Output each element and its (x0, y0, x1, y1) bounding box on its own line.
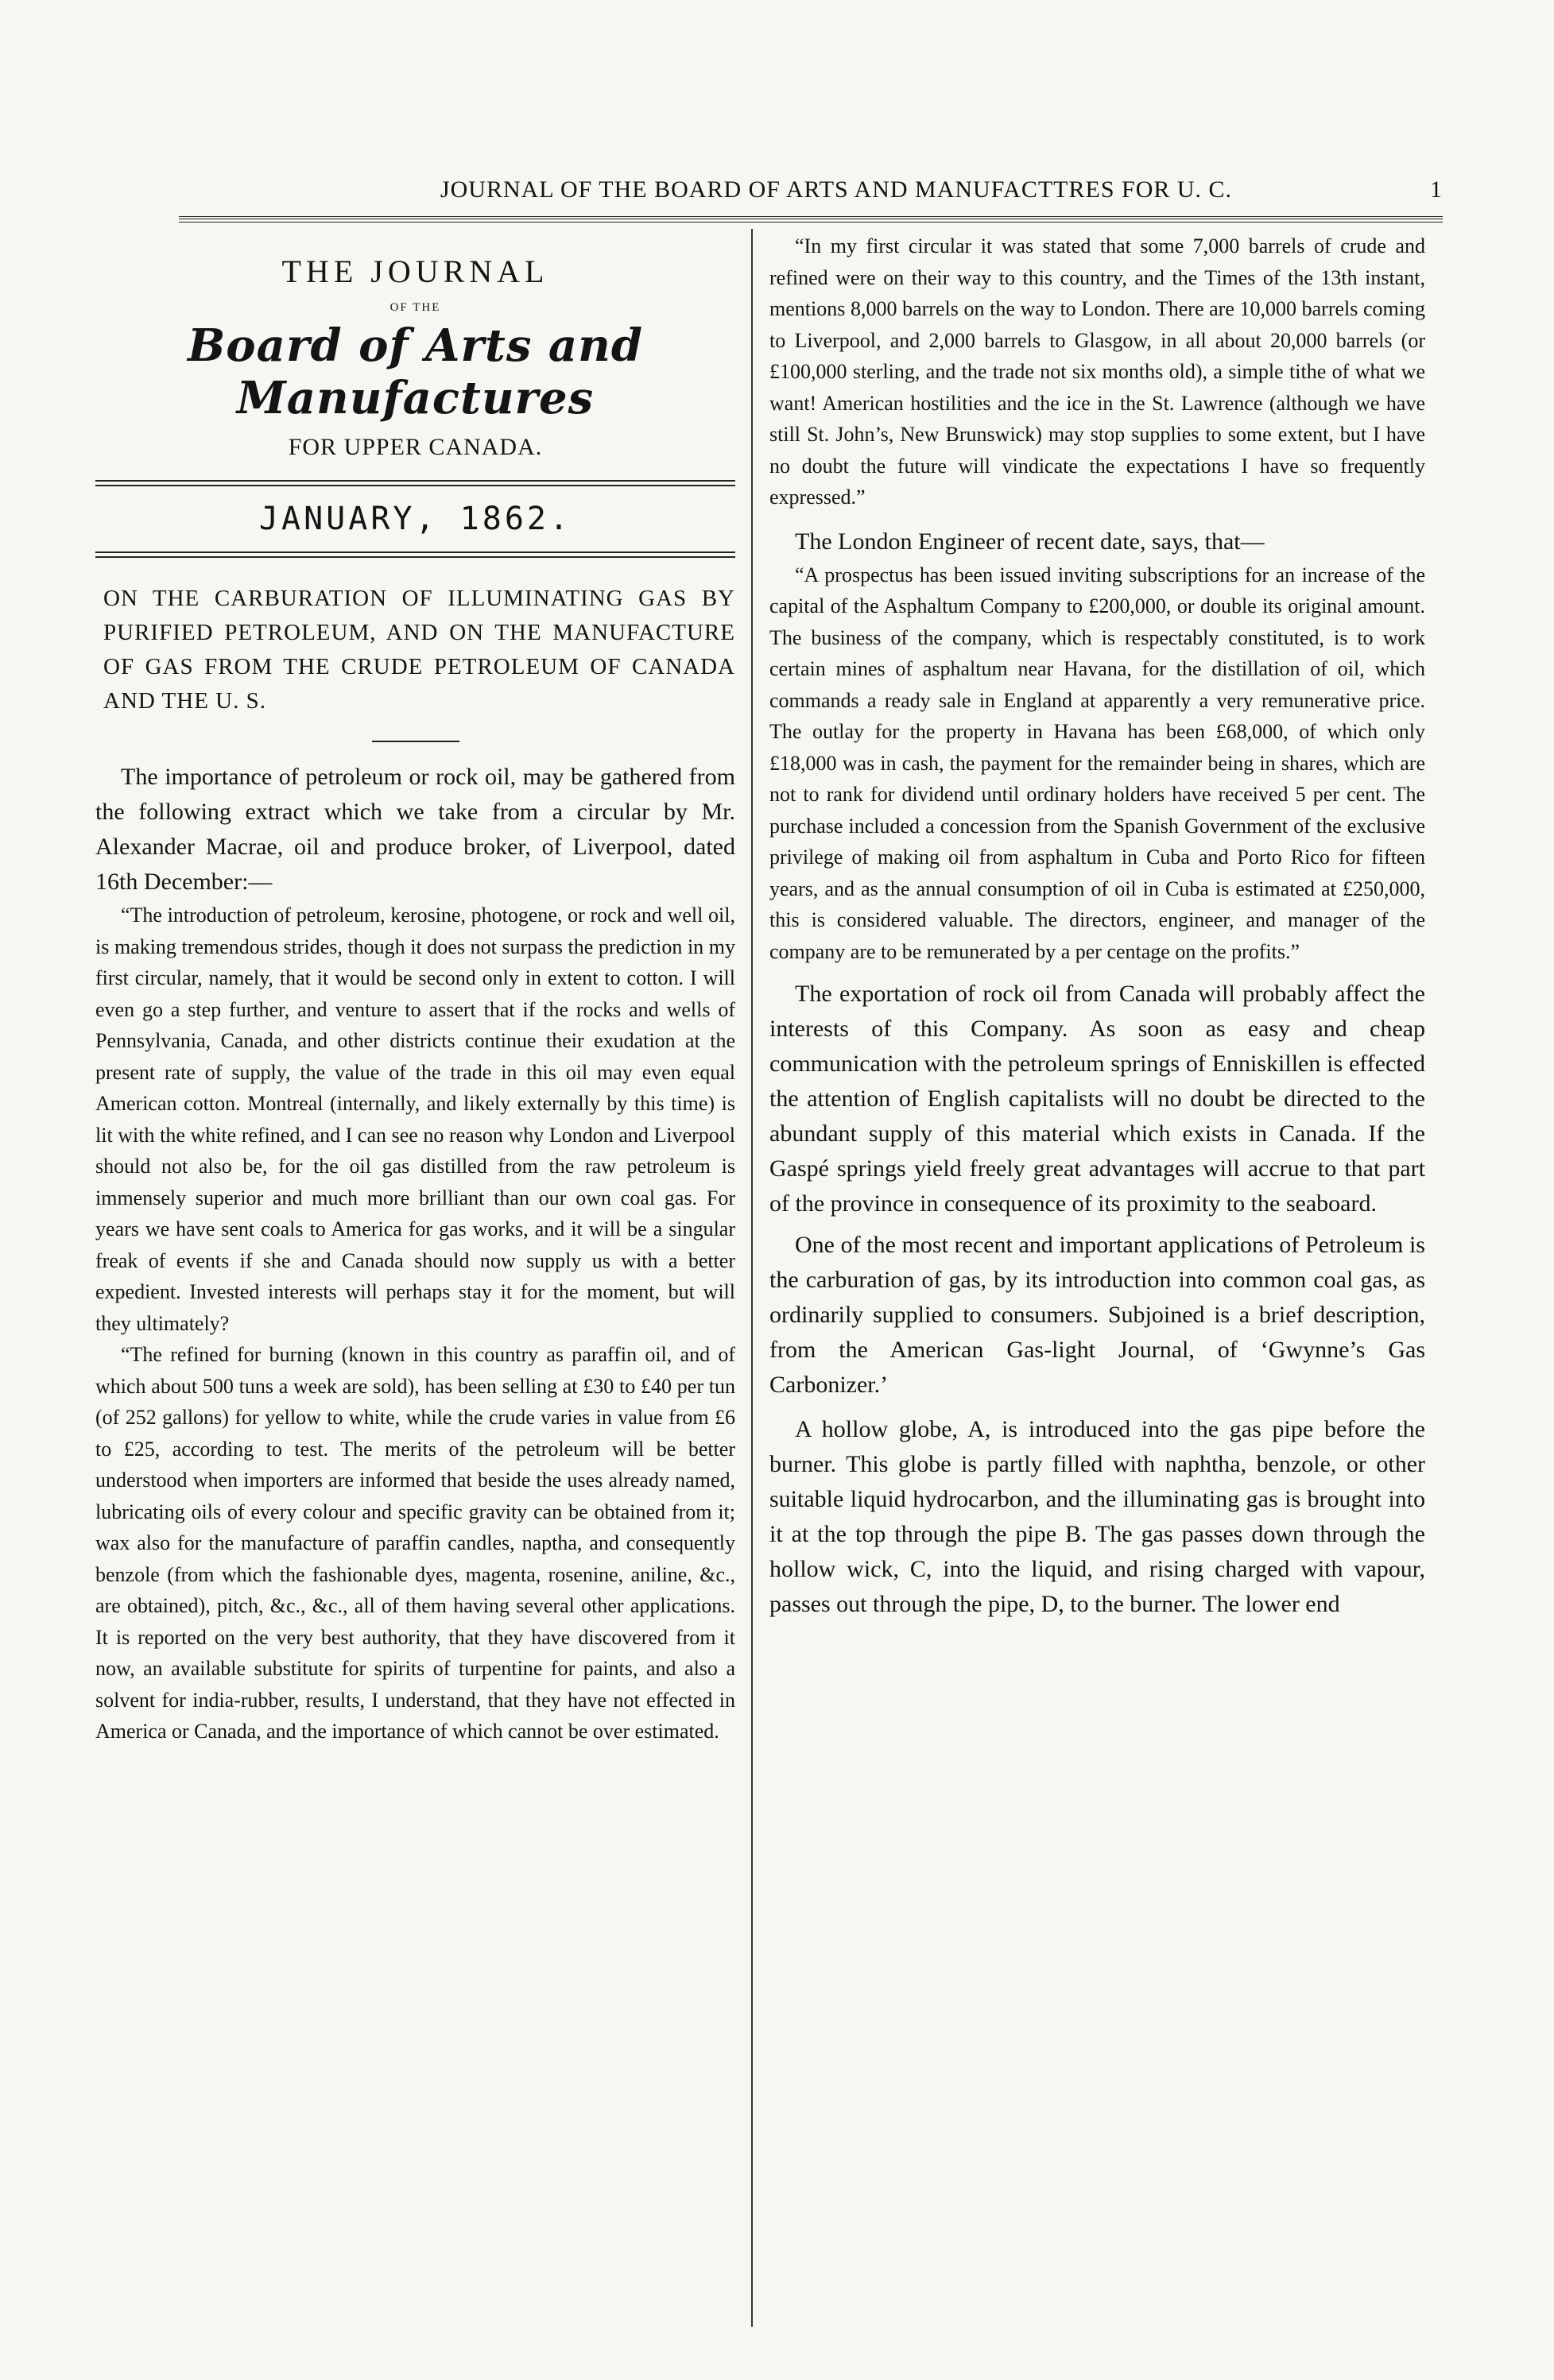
masthead-rule-top (95, 480, 735, 486)
paragraph-quote-petroleum: “The introduction of petroleum, kerosine, photogene, or rock and well oil, is making tremendous strides, though it does not surpass the prediction in my first circular, namely, that it would be second only in extent to cotton. I will even go a step further, and venture to assert that if the rocks and wells of Pennsylvania, Canada, and other districts continue their exudation at the present rate of supply, the value of the trade in this oil may even equal American cotton. Montreal (internally, and likely externally by this time) is lit with the white refined, and I can see no reason why London and Liverpool should not also be, for the oil gas distilled from the raw petroleum is immensely superior and much more brilliant than our own coal gas. For years we have sent coals to America for gas works, and it will be a singular freak of events if she and Canada should now supply us with a better expedient. Invested interests will perhaps stay it for the moment, but will they ultimately? (95, 904, 735, 1335)
running-title: JOURNAL OF THE BOARD OF ARTS AND MANUFACTTRES FOR U. C. (440, 176, 1233, 203)
masthead-the-journal: THE JOURNAL (281, 253, 549, 289)
masthead (95, 253, 735, 558)
issue-date: JANUARY, 1862. (258, 501, 572, 537)
paragraph-quote-circular: “In my first circular it was stated that some 7,000 barrels of crude and refined were on their way to this country, and the Times of the 13th instant, mentions 8,000 barrels on the way to London. There are 10,000 barrels coming to Liverpool, and 2,000 barrels to Glasgow, in all about 20,000 barrels (or £100,000 sterling, and the trade not six months old), a simple tithe of what we want! American hostilities and the ice in the St. Lawrence (although we have still St. John’s, New Brunswick) may stop supplies to some extent, but I have no doubt the future will vindicate the expectations I have so frequently expressed.” (769, 234, 1425, 509)
left-column (95, 230, 735, 1747)
title-separator (372, 741, 459, 742)
header-rule (179, 216, 1443, 223)
article-title: ON THE CARBURATION OF ILLUMINATING GAS BY PURIFIED PETROLEUM, AND ON THE MANUFACTURE OF GAS FROM THE CRUDE PETROLEUM OF CANADA AND THE U. S. (103, 586, 735, 714)
paragraph-intro: The importance of petroleum or rock oil, may be gathered from the following extract which we take from a circular by Mr. Alexander Macrae, oil and produce broker, of Liverpool, dated 16th December:— (95, 764, 735, 895)
paragraph-engineer-intro: The London Engineer of recent date, says, that— (795, 528, 1265, 555)
paragraph-quote-asphaltum: “A prospectus has been issued inviting subscriptions for an increase of the capital of the Asphaltum Company to £200,000, or double its original amount. The business of the company, which is respectably constituted, is to work certain mines of asphaltum near Havana, for the distillation of oil, which commands a ready sale in England at apparently a very remunerative price. The outlay for the property in Havana has been £68,000, of which only £18,000 was in cash, the payment for the remainder being in shares, which are not to rank for dividend until ordinary holders have received 5 per cent. The purchase included a concession from the Spanish Government of the exclusive privilege of making oil from asphaltum in Cuba and Porto Rico for fifteen years, and as the annual consumption of oil in Cuba is estimated at £250,000, this is considered valuable. The directors, engineer, and manager of the company are to be remunerated by a per centage on the profits.” (769, 563, 1425, 963)
column-divider (751, 229, 753, 2327)
paragraph-carburation: One of the most recent and important applications of Petroleum is the carburation of gas, by its introduction into common coal gas, as ordinarily supplied to consumers. Subjoined is a brief description, from the American Gas-light Journal, of ‘Gwynne’s Gas Carbonizer.’ (769, 1232, 1425, 1398)
paragraph-quote-refined: “The refined for burning (known in this country as paraffin oil, and of which about 500 tuns a week are sold), has been selling at £30 to £40 per tun (of 252 gallons) for yellow to white, while the crude varies in value from £6 to £25, according to test. The merits of the petroleum will be better understood when importers are informed that beside the uses already named, lubricating oils of every colour and specific gravity can be obtained from it; wax also for the manufacture of paraffin candles, naptha, and consequently benzole (from which the fashionable dyes, magenta, rosenine, aniline, &c., are obtained), pitch, &c., &c., all of them having several other applications. It is reported on the very best authority, that they have discovered from it now, an available substitute for spirits of turpentine for paints, and also a solvent for india-rubber, results, I understand, that they have not effected in America or Canada, and the importance of which cannot be over estimated. (95, 1343, 735, 1743)
page-number: 1 (1430, 176, 1443, 203)
masthead-rule-bottom (95, 551, 735, 558)
right-column (769, 230, 1425, 1622)
masthead-of-the: OF THE (389, 301, 441, 314)
paragraph-hollow-globe: A hollow globe, A, is introduced into the gas pipe before the burner. This globe is partly filled with naphtha, benzole, or other suitable liquid hydrocarbon, and the illuminating gas is brought into it at the top through the pipe B. The gas passes down through the hollow wick, C, into the liquid, and rising charged with vapour, passes out through the pipe, D, to the burner. The lower end (769, 1416, 1425, 1617)
masthead-board-title: Board of Arts and Manufactures (187, 319, 644, 424)
paragraph-exportation: The exportation of rock oil from Canada will probably affect the interests of this Company. As soon as easy and cheap communication with the petroleum springs of Enniskillen is effected the attention of English capitalists will no doubt be directed to the abundant supply of this material which exists in Canada. If the Gaspé springs yield freely great advantages will accrue to that part of the province in consequence of its proximity to the seaboard. (769, 981, 1425, 1217)
masthead-upper-canada: FOR UPPER CANADA. (288, 434, 543, 460)
running-head (179, 176, 1443, 203)
